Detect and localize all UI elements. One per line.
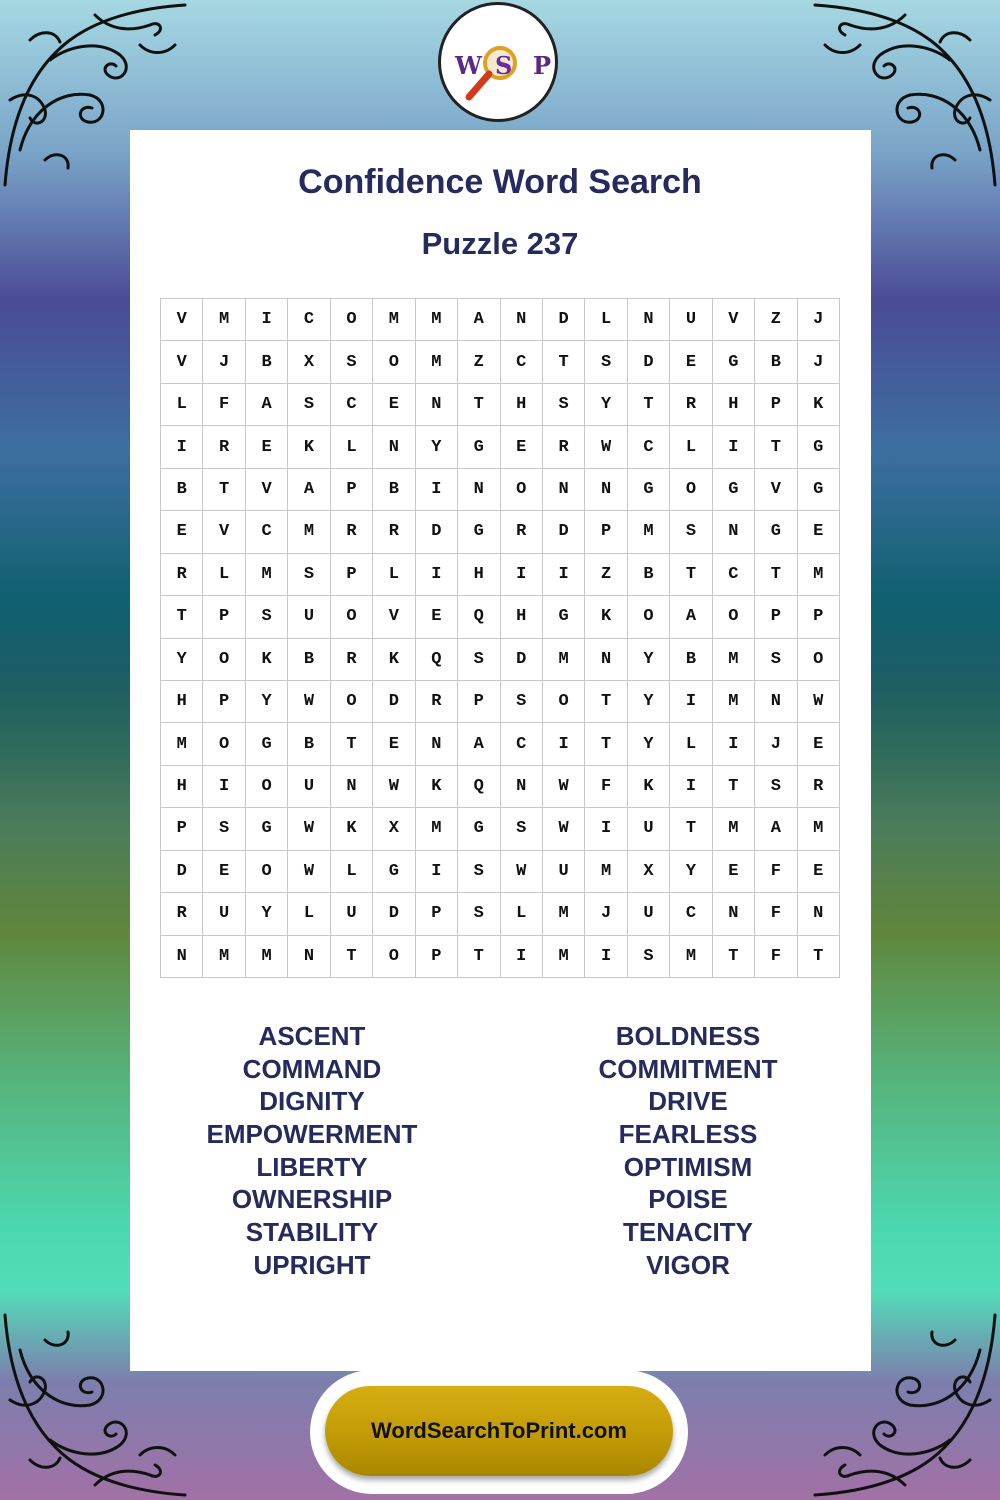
grid-cell[interactable]: J	[798, 341, 840, 383]
grid-cell[interactable]: S	[331, 341, 373, 383]
grid-cell[interactable]: M	[288, 511, 330, 553]
grid-cell[interactable]: E	[798, 511, 840, 553]
grid-cell[interactable]: Q	[458, 766, 500, 808]
grid-cell[interactable]: J	[585, 893, 627, 935]
grid-cell[interactable]: P	[458, 681, 500, 723]
grid-cell[interactable]: B	[670, 639, 712, 681]
grid-cell[interactable]: V	[203, 511, 245, 553]
grid-cell[interactable]: G	[246, 723, 288, 765]
word-list-right	[508, 1020, 868, 1282]
grid-cell[interactable]: G	[798, 426, 840, 468]
grid-cell[interactable]: Q	[458, 596, 500, 638]
grid-cell[interactable]: I	[585, 936, 627, 978]
grid-cell[interactable]: U	[288, 766, 330, 808]
grid-cell[interactable]: F	[585, 766, 627, 808]
grid-cell[interactable]: Z	[585, 554, 627, 596]
grid-cell[interactable]: A	[755, 808, 797, 850]
grid-cell[interactable]: W	[543, 766, 585, 808]
grid-cell[interactable]: B	[246, 341, 288, 383]
grid-cell[interactable]: D	[501, 639, 543, 681]
grid-cell[interactable]: L	[670, 426, 712, 468]
grid-cell[interactable]: U	[331, 893, 373, 935]
grid-cell[interactable]: I	[161, 426, 203, 468]
grid-cell[interactable]: N	[585, 469, 627, 511]
grid-cell[interactable]: T	[331, 936, 373, 978]
grid-cell[interactable]: M	[416, 299, 458, 341]
word-list-item: OWNERSHIP	[231, 1184, 393, 1215]
grid-cell[interactable]: L	[331, 426, 373, 468]
grid-cell[interactable]: V	[246, 469, 288, 511]
grid-cell[interactable]: A	[458, 723, 500, 765]
grid-cell[interactable]: K	[246, 639, 288, 681]
grid-cell[interactable]: M	[416, 341, 458, 383]
grid-cell[interactable]: D	[416, 511, 458, 553]
grid-cell[interactable]: A	[288, 469, 330, 511]
grid-cell[interactable]: T	[458, 384, 500, 426]
grid-cell[interactable]: I	[416, 469, 458, 511]
grid-cell[interactable]: N	[798, 893, 840, 935]
grid-cell[interactable]: I	[670, 766, 712, 808]
grid-cell[interactable]: Y	[628, 723, 670, 765]
letter-grid[interactable]	[160, 298, 840, 978]
grid-cell[interactable]: Y	[416, 426, 458, 468]
grid-cell[interactable]: I	[543, 723, 585, 765]
grid-cell[interactable]: M	[713, 681, 755, 723]
grid-cell[interactable]: D	[373, 681, 415, 723]
grid-cell[interactable]: M	[543, 893, 585, 935]
grid-cell[interactable]: E	[670, 341, 712, 383]
word-list-item: OPTIMISM	[623, 1151, 753, 1182]
grid-cell[interactable]: S	[458, 893, 500, 935]
grid-cell[interactable]: L	[670, 723, 712, 765]
grid-cell[interactable]: B	[755, 341, 797, 383]
grid-cell[interactable]: N	[501, 299, 543, 341]
grid-cell[interactable]: C	[288, 299, 330, 341]
grid-cell[interactable]: O	[331, 299, 373, 341]
grid-cell[interactable]: R	[543, 426, 585, 468]
grid-cell[interactable]: I	[713, 723, 755, 765]
grid-cell[interactable]: T	[585, 723, 627, 765]
grid-cell[interactable]: Z	[755, 299, 797, 341]
grid-cell[interactable]: N	[713, 511, 755, 553]
grid-cell[interactable]: T	[331, 723, 373, 765]
grid-cell[interactable]: H	[458, 554, 500, 596]
word-list-item: BOLDNESS	[615, 1021, 761, 1051]
grid-cell[interactable]: P	[161, 808, 203, 850]
grid-cell[interactable]: N	[458, 469, 500, 511]
grid-cell[interactable]: E	[373, 384, 415, 426]
grid-cell[interactable]: S	[288, 554, 330, 596]
grid-cell[interactable]: O	[203, 639, 245, 681]
grid-cell[interactable]: B	[373, 469, 415, 511]
grid-cell[interactable]: P	[331, 469, 373, 511]
grid-cell[interactable]: U	[670, 299, 712, 341]
grid-cell[interactable]: C	[713, 554, 755, 596]
grid-cell[interactable]: K	[331, 808, 373, 850]
grid-cell[interactable]: N	[543, 469, 585, 511]
grid-cell[interactable]: U	[628, 808, 670, 850]
word-list-item: ASCENT	[258, 1021, 366, 1051]
grid-cell[interactable]: O	[628, 596, 670, 638]
grid-cell[interactable]: O	[203, 723, 245, 765]
grid-cell[interactable]: S	[203, 808, 245, 850]
grid-cell[interactable]: P	[331, 554, 373, 596]
grid-cell[interactable]: G	[798, 469, 840, 511]
grid-cell[interactable]: V	[755, 469, 797, 511]
page-title: Confidence Word Search	[298, 163, 702, 201]
grid-cell[interactable]: I	[713, 426, 755, 468]
grid-cell[interactable]: G	[458, 808, 500, 850]
grid-cell[interactable]: K	[288, 426, 330, 468]
grid-cell[interactable]: O	[373, 936, 415, 978]
grid-cell[interactable]: M	[670, 936, 712, 978]
grid-cell[interactable]: M	[713, 639, 755, 681]
grid-cell[interactable]: B	[161, 469, 203, 511]
grid-cell[interactable]: C	[246, 511, 288, 553]
grid-cell[interactable]: G	[246, 808, 288, 850]
grid-cell[interactable]: N	[416, 723, 458, 765]
grid-cell[interactable]: Y	[628, 681, 670, 723]
grid-cell[interactable]: O	[713, 596, 755, 638]
word-list-item: UPRIGHT	[253, 1249, 371, 1280]
grid-cell[interactable]: Y	[628, 639, 670, 681]
grid-cell[interactable]: F	[755, 936, 797, 978]
grid-cell[interactable]: V	[373, 596, 415, 638]
grid-cell[interactable]: T	[755, 426, 797, 468]
grid-cell[interactable]: H	[713, 384, 755, 426]
grid-cell[interactable]: C	[501, 341, 543, 383]
grid-cell[interactable]: H	[501, 596, 543, 638]
grid-cell[interactable]: W	[543, 808, 585, 850]
grid-cell[interactable]: A	[458, 299, 500, 341]
grid-cell[interactable]: Y	[585, 384, 627, 426]
grid-cell[interactable]: E	[798, 851, 840, 893]
grid-cell[interactable]: M	[246, 554, 288, 596]
grid-cell[interactable]: S	[288, 384, 330, 426]
grid-cell[interactable]: R	[331, 639, 373, 681]
grid-cell[interactable]: R	[416, 681, 458, 723]
grid-cell[interactable]: Z	[458, 341, 500, 383]
grid-cell[interactable]: J	[203, 341, 245, 383]
grid-cell[interactable]: F	[203, 384, 245, 426]
grid-cell[interactable]: S	[628, 936, 670, 978]
grid-cell[interactable]: T	[713, 766, 755, 808]
grid-cell[interactable]: M	[543, 639, 585, 681]
grid-cell[interactable]: W	[288, 808, 330, 850]
grid-cell[interactable]: G	[458, 511, 500, 553]
grid-cell[interactable]: N	[161, 936, 203, 978]
grid-cell[interactable]: L	[501, 893, 543, 935]
word-list-item: COMMAND	[242, 1053, 382, 1084]
grid-cell[interactable]: T	[670, 808, 712, 850]
grid-cell[interactable]: S	[501, 808, 543, 850]
grid-cell[interactable]: C	[670, 893, 712, 935]
logo-letter-p: P	[533, 51, 552, 80]
grid-cell[interactable]: C	[628, 426, 670, 468]
grid-cell[interactable]: L	[373, 554, 415, 596]
grid-cell[interactable]: X	[628, 851, 670, 893]
grid-cell[interactable]: Q	[416, 639, 458, 681]
grid-cell[interactable]: M	[246, 936, 288, 978]
word-list-item: DRIVE	[648, 1086, 728, 1117]
grid-cell[interactable]: R	[670, 384, 712, 426]
grid-cell[interactable]: A	[246, 384, 288, 426]
grid-cell[interactable]: D	[628, 341, 670, 383]
grid-cell[interactable]: M	[798, 554, 840, 596]
grid-cell[interactable]: P	[798, 596, 840, 638]
grid-cell[interactable]: X	[373, 808, 415, 850]
grid-cell[interactable]: K	[416, 766, 458, 808]
grid-cell[interactable]: R	[798, 766, 840, 808]
grid-cell[interactable]: U	[543, 851, 585, 893]
grid-cell[interactable]: I	[246, 299, 288, 341]
grid-cell[interactable]: M	[373, 299, 415, 341]
grid-cell[interactable]: G	[713, 341, 755, 383]
grid-cell[interactable]: M	[203, 936, 245, 978]
grid-cell[interactable]: Y	[246, 893, 288, 935]
grid-cell[interactable]: W	[373, 766, 415, 808]
word-list-item: COMMITMENT	[598, 1053, 778, 1084]
word-list-item: POISE	[648, 1184, 728, 1215]
grid-cell[interactable]: S	[585, 341, 627, 383]
grid-cell[interactable]: C	[331, 384, 373, 426]
grid-cell[interactable]: M	[416, 808, 458, 850]
grid-cell[interactable]: W	[501, 851, 543, 893]
footer-pill	[310, 1370, 688, 1494]
grid-cell[interactable]: X	[288, 341, 330, 383]
grid-cell[interactable]: V	[161, 341, 203, 383]
word-list-item: STABILITY	[245, 1217, 379, 1248]
grid-cell[interactable]: M	[628, 511, 670, 553]
grid-cell[interactable]: T	[713, 936, 755, 978]
grid-cell[interactable]: U	[288, 596, 330, 638]
grid-cell[interactable]: I	[416, 554, 458, 596]
grid-cell[interactable]: L	[288, 893, 330, 935]
grid-cell[interactable]: V	[161, 299, 203, 341]
grid-cell[interactable]: T	[458, 936, 500, 978]
grid-cell[interactable]: I	[543, 554, 585, 596]
grid-cell[interactable]: D	[161, 851, 203, 893]
grid-cell[interactable]: O	[331, 681, 373, 723]
grid-cell[interactable]: J	[755, 723, 797, 765]
word-list-item: VIGOR	[646, 1249, 730, 1280]
grid-cell[interactable]: G	[458, 426, 500, 468]
grid-cell[interactable]: G	[755, 511, 797, 553]
grid-cell[interactable]: F	[755, 893, 797, 935]
grid-cell[interactable]: O	[670, 469, 712, 511]
grid-cell[interactable]: S	[755, 639, 797, 681]
grid-cell[interactable]: O	[246, 766, 288, 808]
grid-cell[interactable]: T	[543, 341, 585, 383]
grid-cell[interactable]: P	[203, 681, 245, 723]
grid-cell[interactable]: C	[501, 723, 543, 765]
grid-cell[interactable]: R	[161, 893, 203, 935]
grid-cell[interactable]: T	[161, 596, 203, 638]
grid-cell[interactable]: W	[288, 681, 330, 723]
grid-cell[interactable]: E	[203, 851, 245, 893]
grid-cell[interactable]: P	[416, 936, 458, 978]
grid-cell[interactable]: N	[501, 766, 543, 808]
grid-cell[interactable]: S	[458, 851, 500, 893]
logo-letter-s: S	[495, 51, 513, 80]
grid-cell[interactable]: E	[373, 723, 415, 765]
grid-cell[interactable]: W	[585, 426, 627, 468]
word-list-item: FEARLESS	[618, 1119, 758, 1150]
grid-cell[interactable]: L	[203, 554, 245, 596]
grid-cell[interactable]: E	[246, 426, 288, 468]
grid-cell[interactable]: E	[798, 723, 840, 765]
grid-cell[interactable]: M	[713, 808, 755, 850]
grid-cell[interactable]: G	[543, 596, 585, 638]
grid-cell[interactable]: S	[670, 511, 712, 553]
word-list-item: TENACITY	[623, 1217, 753, 1248]
word-list-item: EMPOWERMENT	[206, 1119, 418, 1150]
grid-cell[interactable]: D	[373, 893, 415, 935]
site-logo[interactable]	[438, 2, 558, 122]
grid-cell[interactable]: T	[798, 936, 840, 978]
grid-cell[interactable]: O	[543, 681, 585, 723]
grid-cell[interactable]: A	[670, 596, 712, 638]
grid-cell[interactable]: O	[331, 596, 373, 638]
grid-cell[interactable]: B	[288, 723, 330, 765]
grid-cell[interactable]: I	[416, 851, 458, 893]
grid-cell[interactable]: S	[246, 596, 288, 638]
grid-cell[interactable]: W	[798, 681, 840, 723]
grid-cell[interactable]: I	[670, 681, 712, 723]
grid-cell[interactable]: I	[501, 936, 543, 978]
grid-cell[interactable]: K	[798, 384, 840, 426]
grid-cell[interactable]: N	[755, 681, 797, 723]
grid-cell[interactable]: B	[288, 639, 330, 681]
grid-cell[interactable]: L	[161, 384, 203, 426]
logo-letter-w: W	[455, 51, 482, 80]
grid-cell[interactable]: H	[501, 384, 543, 426]
grid-cell[interactable]: M	[585, 851, 627, 893]
grid-cell[interactable]: S	[543, 384, 585, 426]
grid-cell[interactable]: E	[161, 511, 203, 553]
grid-cell[interactable]: J	[798, 299, 840, 341]
grid-cell[interactable]: S	[458, 639, 500, 681]
grid-cell[interactable]: M	[543, 936, 585, 978]
grid-cell[interactable]: D	[543, 299, 585, 341]
grid-cell[interactable]: P	[585, 511, 627, 553]
grid-cell[interactable]: F	[755, 851, 797, 893]
grid-cell[interactable]: R	[203, 426, 245, 468]
grid-cell[interactable]: T	[203, 469, 245, 511]
grid-cell[interactable]: V	[713, 299, 755, 341]
grid-cell[interactable]: H	[161, 766, 203, 808]
grid-cell[interactable]: N	[373, 426, 415, 468]
grid-cell[interactable]: N	[585, 639, 627, 681]
grid-cell[interactable]: I	[203, 766, 245, 808]
grid-cell[interactable]: H	[161, 681, 203, 723]
grid-cell[interactable]: S	[755, 766, 797, 808]
grid-cell[interactable]: R	[501, 511, 543, 553]
grid-cell[interactable]: M	[798, 808, 840, 850]
grid-cell[interactable]: N	[288, 936, 330, 978]
grid-cell[interactable]: T	[755, 554, 797, 596]
grid-cell[interactable]: K	[585, 596, 627, 638]
grid-cell[interactable]: K	[373, 639, 415, 681]
grid-cell[interactable]: M	[203, 299, 245, 341]
grid-cell[interactable]: N	[713, 893, 755, 935]
grid-cell[interactable]: B	[628, 554, 670, 596]
grid-cell[interactable]: G	[373, 851, 415, 893]
grid-cell[interactable]: K	[628, 766, 670, 808]
grid-cell[interactable]: U	[628, 893, 670, 935]
grid-cell[interactable]: T	[628, 384, 670, 426]
word-list-item: LIBERTY	[256, 1151, 368, 1182]
grid-cell[interactable]: N	[628, 299, 670, 341]
grid-cell[interactable]: E	[713, 851, 755, 893]
grid-cell[interactable]: N	[331, 766, 373, 808]
grid-cell[interactable]: Y	[670, 851, 712, 893]
grid-cell[interactable]: R	[331, 511, 373, 553]
grid-cell[interactable]: L	[331, 851, 373, 893]
grid-cell[interactable]: W	[288, 851, 330, 893]
grid-cell[interactable]: I	[501, 554, 543, 596]
grid-cell[interactable]: O	[246, 851, 288, 893]
word-list-left	[132, 1020, 492, 1282]
grid-cell[interactable]: P	[755, 384, 797, 426]
grid-cell[interactable]: E	[501, 426, 543, 468]
puzzle-number: Puzzle 237	[421, 226, 579, 261]
word-list-item: DIGNITY	[259, 1086, 365, 1117]
grid-cell[interactable]: N	[416, 384, 458, 426]
grid-cell[interactable]: R	[161, 554, 203, 596]
grid-cell[interactable]: P	[755, 596, 797, 638]
grid-cell[interactable]: D	[543, 511, 585, 553]
grid-cell[interactable]: T	[670, 554, 712, 596]
grid-cell[interactable]: P	[416, 893, 458, 935]
grid-cell[interactable]: S	[501, 681, 543, 723]
grid-cell[interactable]: P	[203, 596, 245, 638]
grid-cell[interactable]: E	[416, 596, 458, 638]
grid-cell[interactable]: Y	[161, 639, 203, 681]
grid-cell[interactable]: T	[585, 681, 627, 723]
grid-cell[interactable]: Y	[246, 681, 288, 723]
grid-cell[interactable]: L	[585, 299, 627, 341]
grid-cell[interactable]: O	[501, 469, 543, 511]
grid-cell[interactable]: O	[798, 639, 840, 681]
grid-cell[interactable]: I	[585, 808, 627, 850]
grid-cell[interactable]: O	[373, 341, 415, 383]
grid-cell[interactable]: M	[161, 723, 203, 765]
grid-cell[interactable]: G	[628, 469, 670, 511]
grid-cell[interactable]: U	[203, 893, 245, 935]
grid-cell[interactable]: R	[373, 511, 415, 553]
grid-cell[interactable]: G	[713, 469, 755, 511]
site-link-button[interactable]: WordSearchToPrint.com	[325, 1386, 673, 1476]
